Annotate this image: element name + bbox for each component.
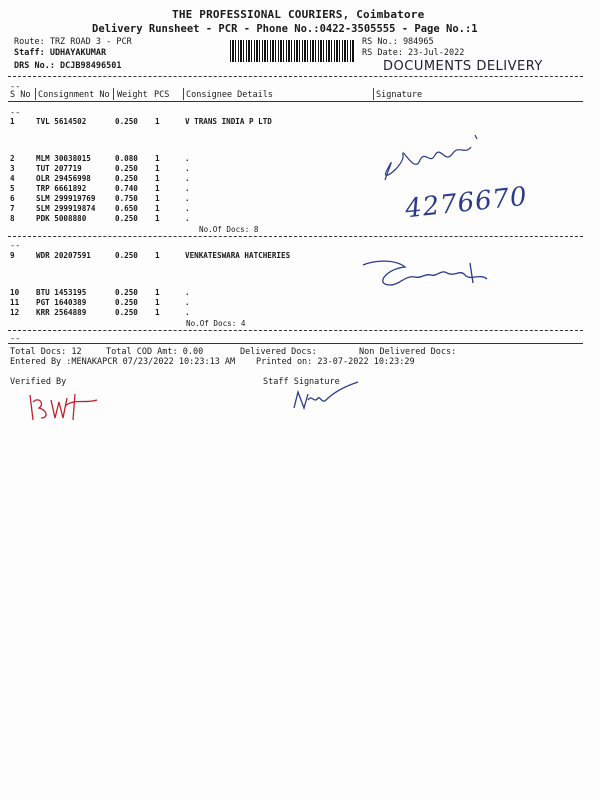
dash-mark: -- bbox=[10, 82, 21, 92]
row-consignment: PDK 5008880 bbox=[36, 214, 87, 223]
row-sno: 5 bbox=[10, 184, 15, 193]
row-weight: 0.080 bbox=[115, 154, 138, 163]
row-weight: 0.250 bbox=[115, 174, 138, 183]
col-pcs: PCS bbox=[154, 90, 170, 100]
dash-mark: -- bbox=[10, 108, 21, 118]
row-consignment: KRR 2564889 bbox=[36, 308, 87, 317]
row-pcs: 1 bbox=[155, 298, 160, 307]
row-weight: 0.250 bbox=[115, 117, 138, 126]
row-pcs: 1 bbox=[155, 154, 160, 163]
row-consignment: SLM 299919769 bbox=[36, 194, 96, 203]
row-pcs: 1 bbox=[155, 204, 160, 213]
row-consignment: WDR 20207591 bbox=[36, 251, 91, 260]
col-sep bbox=[113, 88, 114, 100]
documents-delivery-stamp: DOCUMENTS DELIVERY bbox=[383, 59, 543, 74]
non-delivered-docs: Non Delivered Docs: bbox=[359, 347, 457, 357]
col-sep bbox=[373, 88, 374, 100]
row-weight: 0.250 bbox=[115, 288, 138, 297]
row-consignee: . bbox=[185, 174, 190, 183]
row-consignment: OLR 29456998 bbox=[36, 174, 91, 183]
row-consignment: BTU 1453195 bbox=[36, 288, 87, 297]
row-sno: 7 bbox=[10, 204, 15, 213]
row-consignment: TRP 6661892 bbox=[36, 184, 87, 193]
verified-by-label: Verified By bbox=[10, 377, 67, 387]
divider bbox=[8, 343, 583, 344]
divider bbox=[8, 330, 583, 331]
no-of-docs: No.Of Docs: 4 bbox=[186, 319, 246, 328]
handwritten-number: 4276670 bbox=[403, 181, 530, 225]
no-of-docs: No.Of Docs: 8 bbox=[199, 225, 259, 234]
row-sno: 8 bbox=[10, 214, 15, 223]
row-consignee: . bbox=[185, 298, 190, 307]
row-pcs: 1 bbox=[155, 308, 160, 317]
row-sno: 4 bbox=[10, 174, 15, 183]
row-consignee: . bbox=[185, 154, 190, 163]
row-sno: 1 bbox=[10, 117, 15, 126]
row-pcs: 1 bbox=[155, 288, 160, 297]
row-pcs: 1 bbox=[155, 184, 160, 193]
row-weight: 0.250 bbox=[115, 308, 138, 317]
row-sno: 11 bbox=[10, 298, 20, 307]
row-sno: 6 bbox=[10, 194, 15, 203]
row-sno: 3 bbox=[10, 164, 15, 173]
row-pcs: 1 bbox=[155, 174, 160, 183]
row-consignee: . bbox=[185, 308, 190, 317]
row-consignment: PGT 1640389 bbox=[36, 298, 87, 307]
row-weight: 0.740 bbox=[115, 184, 138, 193]
row-sno: 12 bbox=[10, 308, 20, 317]
runsheet-subtitle: Delivery Runsheet - PCR - Phone No.:0422-3505555 - Page No.:1 bbox=[92, 23, 478, 35]
col-sno: S No bbox=[10, 90, 31, 100]
barcode bbox=[230, 40, 355, 62]
row-consignee: . bbox=[185, 288, 190, 297]
row-consignee: V TRANS INDIA P LTD bbox=[185, 117, 272, 126]
row-pcs: 1 bbox=[155, 117, 160, 126]
row-pcs: 1 bbox=[155, 194, 160, 203]
row-consignment: TVL 5614502 bbox=[36, 117, 87, 126]
rs-date: RS Date: 23-Jul-2022 bbox=[362, 48, 465, 58]
drs-number: DRS No.: DCJB98496501 bbox=[14, 61, 122, 71]
staff-signature bbox=[290, 378, 370, 413]
divider bbox=[8, 101, 583, 102]
col-sep bbox=[35, 88, 36, 100]
staff-signature-label: Staff Signature bbox=[263, 377, 340, 387]
row-consignee: . bbox=[185, 194, 190, 203]
row-weight: 0.250 bbox=[115, 298, 138, 307]
col-weight: Weight bbox=[117, 90, 148, 100]
row-consignee: . bbox=[185, 204, 190, 213]
rs-number: RS No.: 984965 bbox=[362, 37, 434, 47]
divider bbox=[8, 236, 583, 237]
entered-by: Entered By :MENAKAPCR 07/23/2022 10:23:13 AM bbox=[10, 357, 236, 367]
row-pcs: 1 bbox=[155, 164, 160, 173]
row-weight: 0.650 bbox=[115, 204, 138, 213]
route-label: Route: TRZ ROAD 3 - PCR bbox=[14, 37, 132, 47]
row-weight: 0.250 bbox=[115, 164, 138, 173]
col-signature: Signature bbox=[376, 90, 423, 100]
row-weight: 0.250 bbox=[115, 214, 138, 223]
col-sep bbox=[183, 88, 184, 100]
row-sno: 9 bbox=[10, 251, 15, 260]
row-consignment: TUT 207719 bbox=[36, 164, 82, 173]
dash-mark: -- bbox=[10, 241, 21, 251]
row-consignment: SLM 299919874 bbox=[36, 204, 96, 213]
total-cod: Total COD Amt: 0.00 bbox=[106, 347, 204, 357]
dash-mark: -- bbox=[10, 334, 21, 344]
delivered-docs: Delivered Docs: bbox=[240, 347, 317, 357]
row-consignee: . bbox=[185, 214, 190, 223]
row-weight: 0.750 bbox=[115, 194, 138, 203]
company-title: THE PROFESSIONAL COURIERS, Coimbatore bbox=[172, 8, 425, 21]
row-consignment: MLM 30038015 bbox=[36, 154, 91, 163]
row-sno: 2 bbox=[10, 154, 15, 163]
row-sno: 10 bbox=[10, 288, 20, 297]
row-pcs: 1 bbox=[155, 251, 160, 260]
staff-label: Staff: UDHAYAKUMAR bbox=[14, 48, 107, 58]
row-pcs: 1 bbox=[155, 214, 160, 223]
verifier-signature bbox=[25, 390, 105, 425]
printed-on: Printed on: 23-07-2022 10:23:29 bbox=[256, 357, 415, 367]
divider bbox=[8, 76, 583, 77]
row-consignee: . bbox=[185, 184, 190, 193]
row-consignee: . bbox=[185, 164, 190, 173]
col-consignment: Consignment No bbox=[38, 90, 110, 100]
col-consignee: Consignee Details bbox=[186, 90, 273, 100]
row-consignee: VENKATESWARA HATCHERIES bbox=[185, 251, 291, 260]
total-docs: Total Docs: 12 bbox=[10, 347, 82, 357]
row-weight: 0.250 bbox=[115, 251, 138, 260]
recipient-signature-2 bbox=[355, 255, 495, 295]
